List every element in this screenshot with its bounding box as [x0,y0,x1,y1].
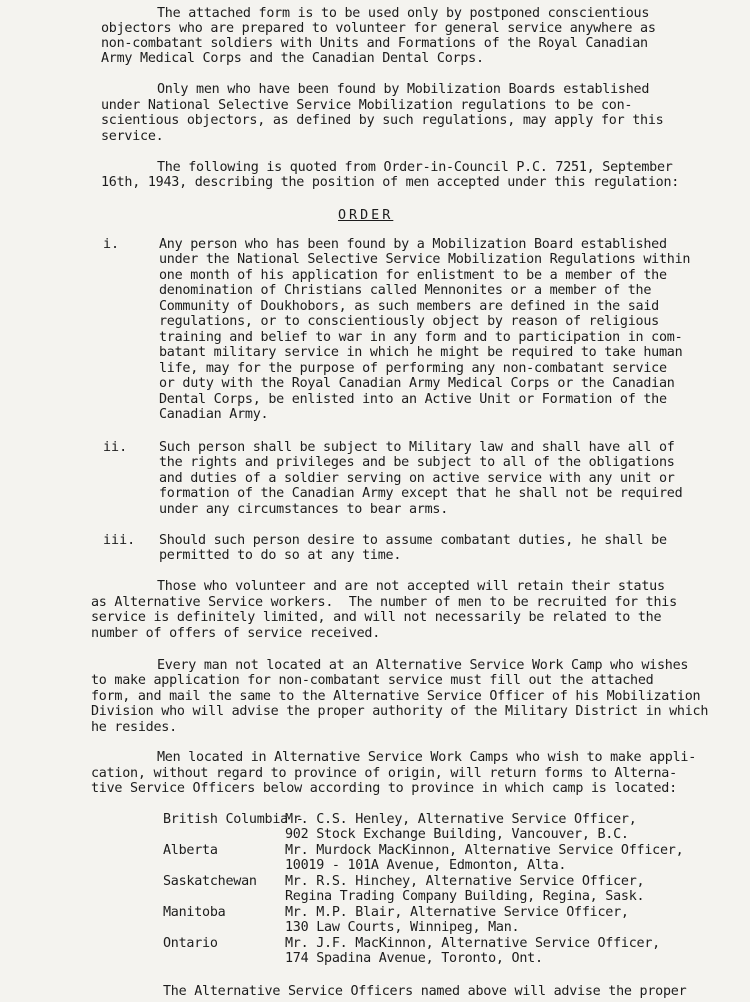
item-number: iii. [103,533,136,548]
paragraph-5-line: to make application for non-combatant service must fill out the attached [91,673,654,688]
order-heading: ORDER [338,208,394,223]
paragraph-1-line: non-combatant soldiers with Units and Formations of the Royal Canadian [101,36,648,51]
item-line: permitted to do so at any time. [159,548,402,563]
paragraph-1-line: The attached form is to be used only by postponed conscientious [157,6,650,21]
province-label: Saskatchewan [163,874,257,889]
item-number: i. [103,237,120,252]
item-line: Any person who has been found by a Mobilization Board established [159,237,667,252]
paragraph-3-line: The following is quoted from Order-in-Council P.C. 7251, September [157,160,673,175]
item-line: Dental Corps, be enlisted into an Active Unit or Formation of the [159,392,667,407]
paragraph-4-line: Those who volunteer and are not accepted will retain their status [157,579,665,594]
paragraph-6-line: cation, without regard to province of origin, will return forms to Alterna- [91,766,677,781]
paragraph-4-line: as Alternative Service workers. The number of men to be recruited for this [91,595,677,610]
paragraph-1-line: objectors who are prepared to volunteer for general service anywhere as [101,21,656,36]
paragraph-6-line: Men located in Alternative Service Work Camps who wish to make appli- [157,750,697,765]
item-line: the rights and privileges and be subject to all of the obligations [159,455,675,470]
item-line: life, may for the purpose of performing any non-combatant service [159,361,667,376]
paragraph-2-line: Only men who have been found by Mobilization Boards established [157,82,650,97]
paragraph-5-line: form, and mail the same to the Alternative Service Officer of his Mobilization [91,689,701,704]
item-line: batant military service in which he might be required to take human [159,345,683,360]
item-line: and duties of a soldier serving on active service with any unit or [159,471,675,486]
item-line: training and belief to war in any form and to participation in com- [159,330,683,345]
paragraph-2-line: scientious objectors, as defined by such regulations, may apply for this [101,113,664,128]
item-number: ii. [103,440,128,455]
item-line: formation of the Canadian Army except that he shall not be required [159,486,683,501]
officer-name: Mr. J.F. MacKinnon, Alternative Service Officer, [285,936,660,951]
paragraph-5-line: Division who will advise the proper authority of the Military District in which [91,704,709,719]
officer-address: 10019 - 101A Avenue, Edmonton, Alta. [285,858,567,873]
paragraph-3-line: 16th, 1943, describing the position of men accepted under this regulation: [101,175,680,190]
province-label: Ontario [163,936,218,951]
paragraph-2-line: service. [101,129,164,144]
officer-name: Mr. M.P. Blair, Alternative Service Officer, [285,905,629,920]
officer-name: Mr. Murdock MacKinnon, Alternative Service Officer, [285,843,684,858]
item-line: denomination of Christians called Mennonites or a member of the [159,283,652,298]
officer-name: Mr. C.S. Henley, Alternative Service Officer, [285,812,637,827]
paragraph-4-line: number of offers of service received. [91,626,381,641]
item-line: Should such person desire to assume combatant duties, he shall be [159,533,667,548]
item-line: under the National Selective Service Mobilization Regulations within [159,252,691,267]
paragraph-6-line: tive Service Officers below according to province in which camp is located: [91,781,677,796]
item-line: under any circumstances to bear arms. [159,502,449,517]
item-line: Community of Doukhobors, as such members are defined in the said [159,299,659,314]
province-label: Manitoba [163,905,226,920]
province-label: British Columbia - [163,812,304,827]
officer-address: 130 Law Courts, Winnipeg, Man. [285,920,520,935]
officer-name: Mr. R.S. Hinchey, Alternative Service Officer, [285,874,645,889]
officer-address: 902 Stock Exchange Building, Vancouver, B.C. [285,827,629,842]
item-line: one month of his application for enlistment to be a member of the [159,268,667,283]
paragraph-7-line: The Alternative Service Officers named above will advise the proper [163,984,687,999]
paragraph-5-line: he resides. [91,720,177,735]
item-line: Canadian Army. [159,407,269,422]
officer-address: Regina Trading Company Building, Regina, Sask. [285,889,645,904]
paragraph-1-line: Army Medical Corps and the Canadian Dental Corps. [101,51,484,66]
paragraph-5-line: Every man not located at an Alternative Service Work Camp who wishes [157,658,689,673]
province-label: Alberta [163,843,218,858]
item-line: regulations, or to conscientiously object by reason of religious [159,314,659,329]
officer-address: 174 Spadina Avenue, Toronto, Ont. [285,951,543,966]
item-line: Such person shall be subject to Military law and shall have all of [159,440,675,455]
paragraph-2-line: under National Selective Service Mobilization regulations to be con- [101,98,633,113]
paragraph-4-line: service is definitely limited, and will not necessarily be related to the [91,610,662,625]
item-line: or duty with the Royal Canadian Army Medical Corps or the Canadian [159,376,675,391]
